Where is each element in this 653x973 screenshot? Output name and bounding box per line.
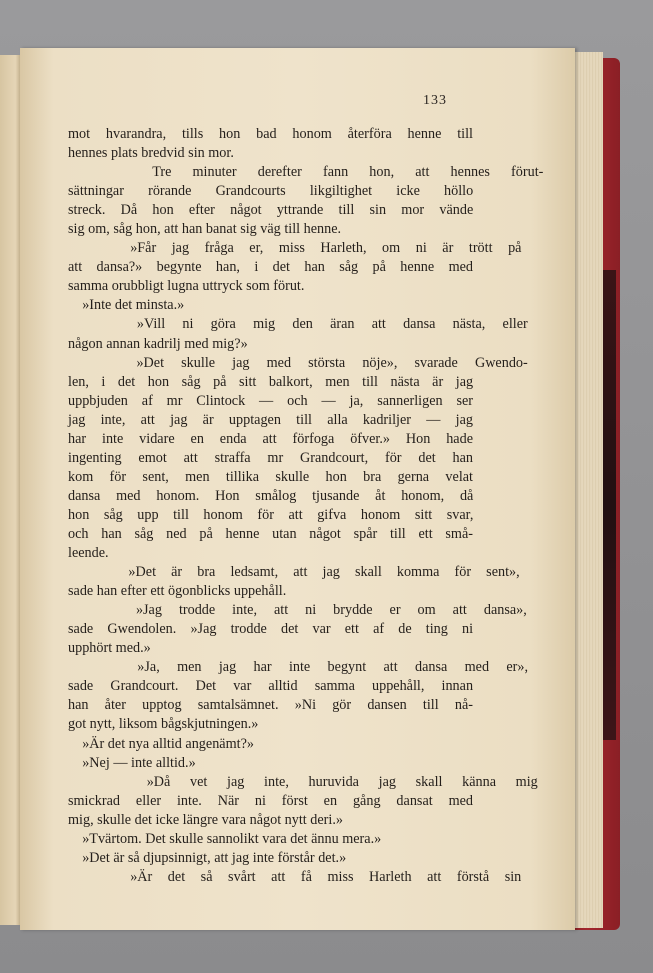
text-line: sättningar rörande Grandcourts likgiltighet icke höllo [68,183,474,200]
text-line: jag inte, att jag är upptagen till alla kadriljer — jag [68,411,473,428]
text-line: och han såg ned på henne utan något spår till ett små- [68,525,473,542]
text-line: ingenting emot att straffa mr Grandcourt, för det han [68,449,473,466]
text-line: uppbjuden af mr Clintock — och — ja, sannerligen ser [68,392,474,409]
text-line: smickrad eller inte. När ni först en gång dansat med [68,792,473,809]
text-line: någon annan kadrilj med mig?» [68,335,248,352]
text-line: »Det är bra ledsamt, att jag skall komma för sent», [68,564,520,581]
text-line: »Vill ni göra mig den äran att dansa nästa, eller [68,316,528,333]
text-line: »Är det så svårt att få miss Harleth att förstå sin [68,868,522,885]
text-line: »Nej — inte alltid.» [68,754,196,771]
text-line: sig om, såg hon, att han banat sig väg till henne. [68,221,342,238]
text-line: hon såg upp till honom för att gifva honom sitt svar, [68,506,474,523]
text-line: got nytt, liksom bågskjutningen.» [68,716,259,733]
text-line: »Ja, men jag har inte begynt att dansa med er», [68,659,529,676]
text-line: samma orubbligt lugna uttryck som förut. [68,278,305,295]
page-number: 133 [423,93,447,108]
text-line: upphört med.» [68,640,151,657]
text-line: »Det är så djupsinnigt, att jag inte förstår det.» [68,849,347,866]
text-line: mot hvarandra, tills hon bad honom återföra henne till [68,126,473,142]
page-text [68,125,544,887]
text-line: »Då vet jag inte, huruvida jag skall känna mig [68,773,538,790]
text-line: sade han efter ett ögonblicks uppehåll. [68,583,287,600]
text-line: »Är det nya alltid angenämt?» [68,735,254,752]
text-line: leende. [68,545,109,562]
text-line: att dansa?» begynte han, i det han såg på henne med [68,259,473,276]
text-line: »Det skulle jag med största nöje», svarade Gwendo- [68,354,528,371]
text-line: sade Grandcourt. Det var alltid samma uppehåll, innan [68,678,474,695]
text-line: »Jag trodde inte, att ni brydde er om att dansa», [68,602,527,619]
text-line: »Tvärtom. Det skulle sannolikt vara det ännu mera.» [68,830,382,847]
text-line: streck. Då hon efter något yttrande till sin mor vände [68,202,474,219]
text-line: »Får jag fråga er, miss Harleth, om ni är trött på [68,240,522,257]
text-line: har inte vidare en enda att förfoga öfver.» Hon hade [68,430,473,447]
text-line: »Inte det minsta.» [68,297,185,314]
text-line: kom för sent, men tillika skulle hon bra gerna velat [68,468,473,485]
text-line: sade Gwendolen. »Jag trodde det var ett af de ting ni [68,621,474,638]
text-line: mig, skulle det icke längre vara något nytt deri.» [68,811,343,828]
text-line: Tre minuter derefter fann hon, att hennes förut- [68,164,544,181]
text-line: hennes plats bredvid sin mor. [68,145,234,162]
facing-page-edge [0,55,22,925]
text-line: len, i det hon såg på sitt balkort, men till nästa är jag [68,373,474,390]
text-line: han åter upptog samtalsämnet. »Ni gör dansen till nå- [68,697,473,714]
text-line: dansa med honom. Hon smålog tjusande åt honom, då [68,487,474,504]
